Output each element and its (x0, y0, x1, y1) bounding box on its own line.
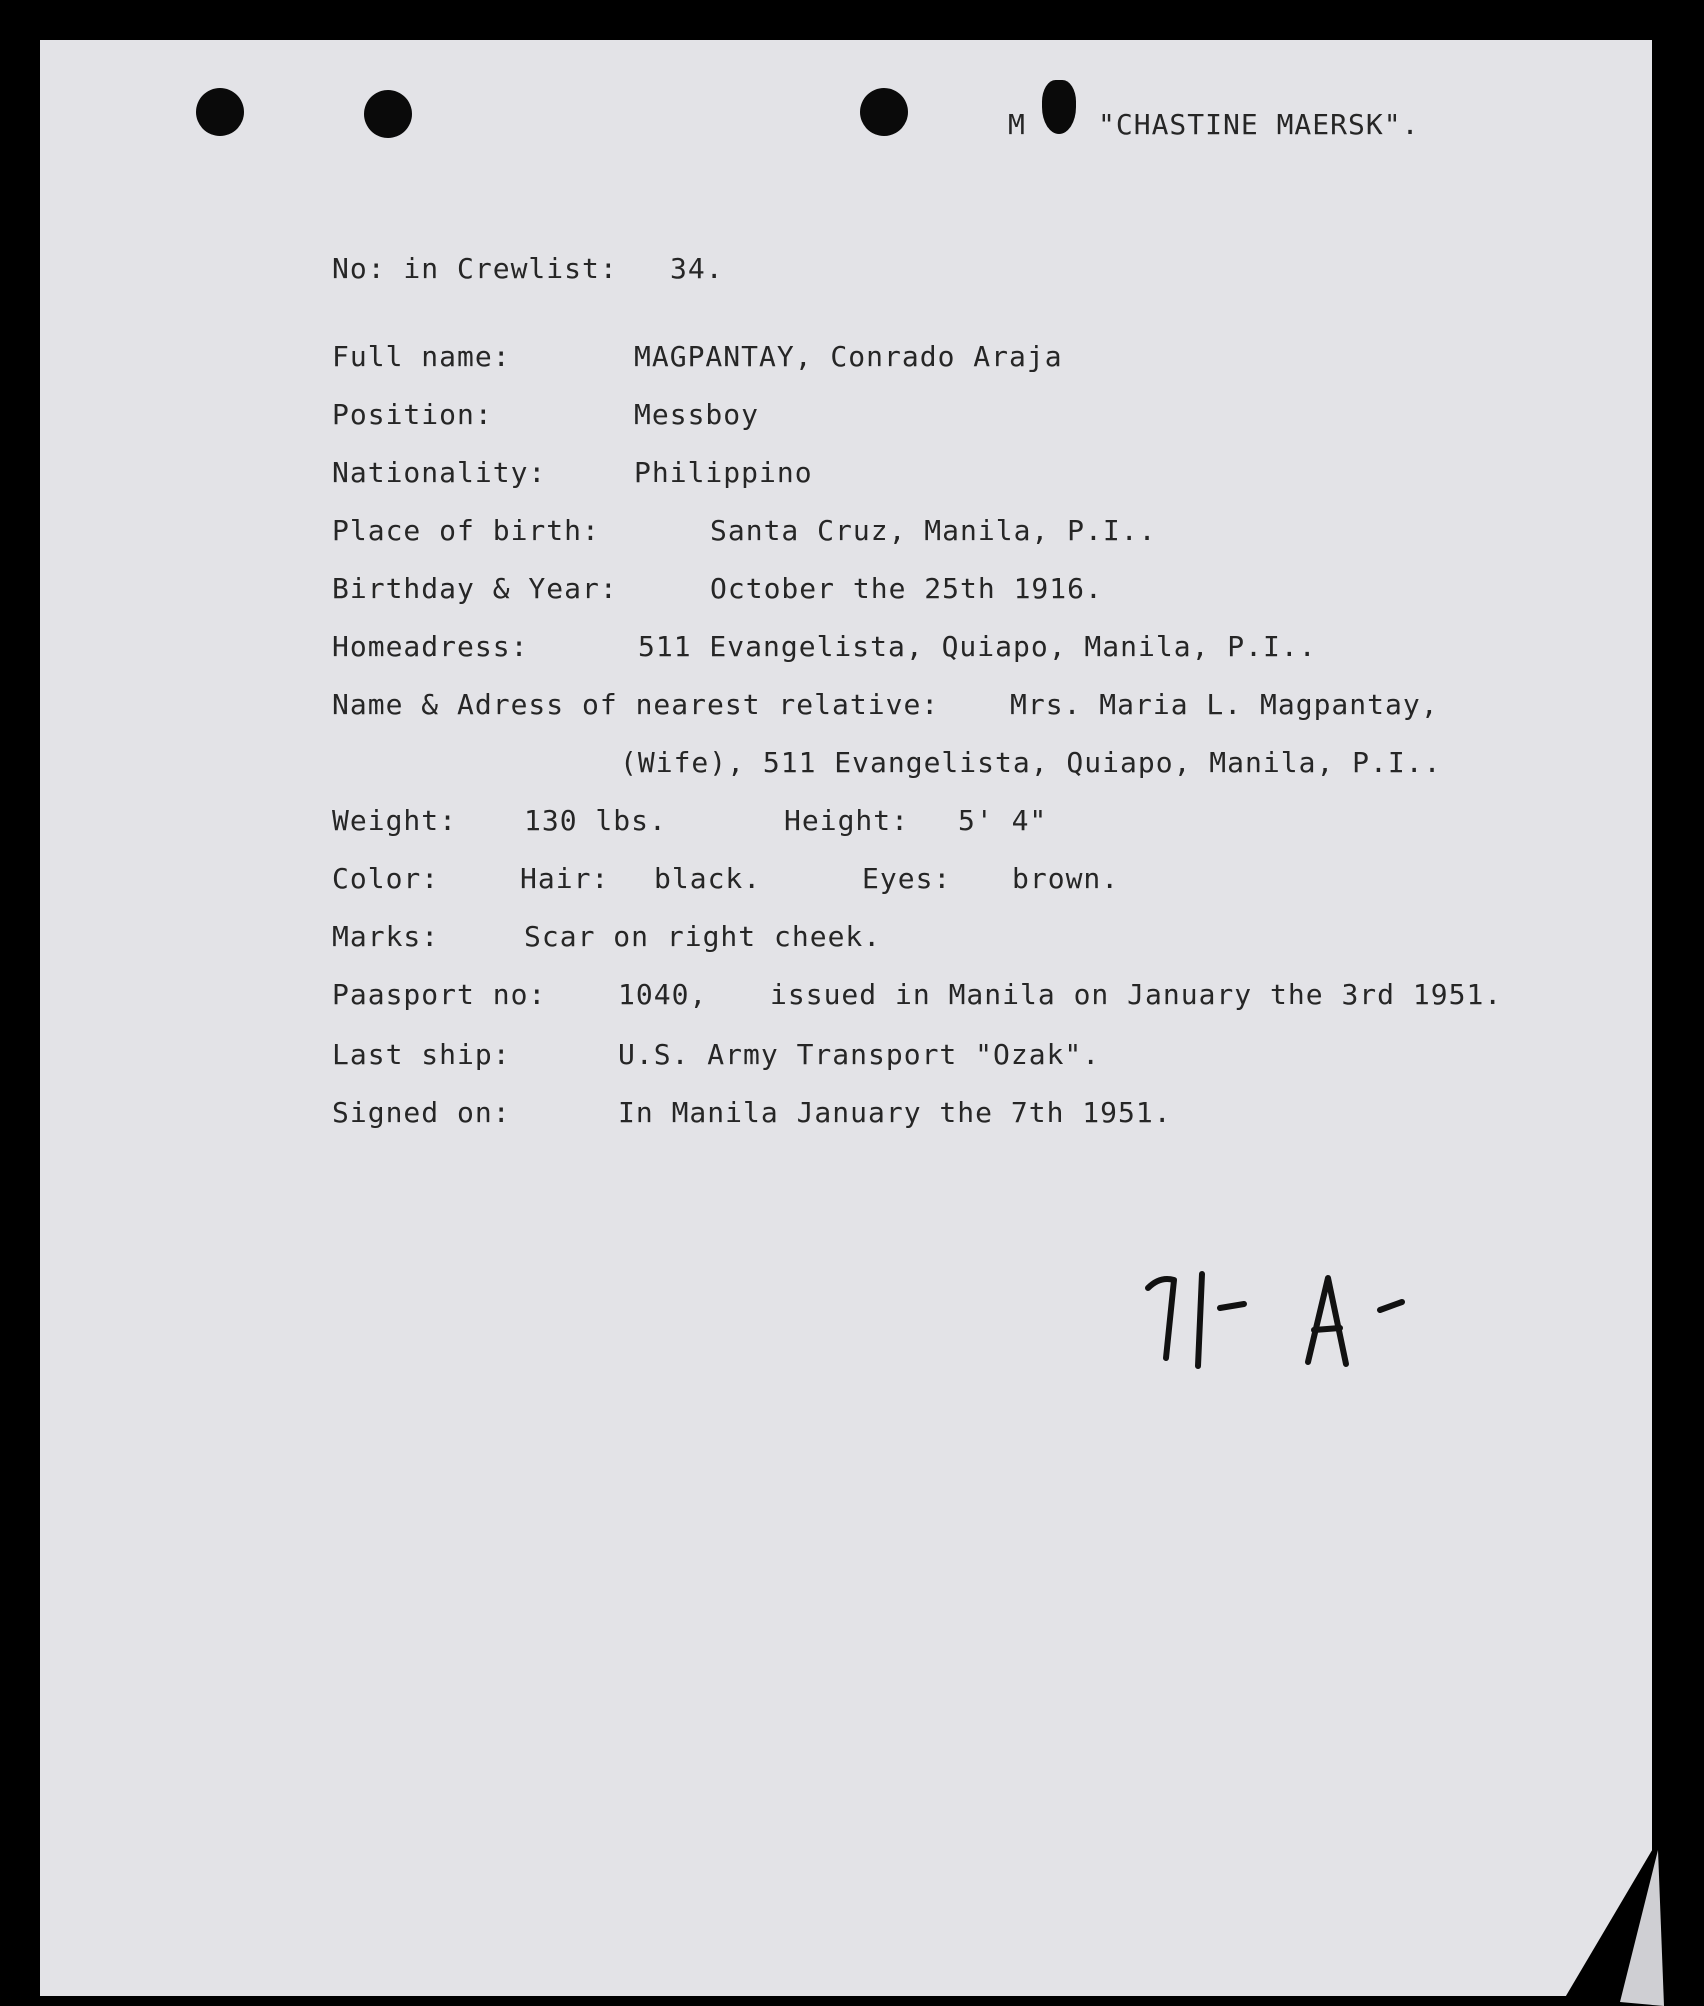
homeadress-label: Homeadress: (332, 630, 529, 663)
crewlist-label: No: in Crewlist: (332, 252, 618, 285)
eyes-value: brown. (1012, 862, 1120, 895)
color-label: Color: (332, 862, 440, 895)
eyes-label: Eyes: (862, 862, 952, 895)
passport-issued: issued in Manila on January the 3rd 1951. (770, 978, 1503, 1011)
position-label: Position: (332, 398, 493, 431)
folded-corner (1560, 1830, 1664, 2006)
marks-value: Scar on right cheek. (524, 920, 882, 953)
height-value: 5' 4" (958, 804, 1048, 837)
relative-label: Name & Adress of nearest relative: (332, 688, 940, 721)
homeadress-value: 511 Evangelista, Quiapo, Manila, P.I.. (638, 630, 1317, 663)
signed-on-label: Signed on: (332, 1096, 511, 1129)
document-page (40, 40, 1652, 1996)
ship-name: "CHASTINE MAERSK". (1098, 108, 1420, 141)
punch-hole (1042, 80, 1076, 134)
weight-label: Weight: (332, 804, 458, 837)
signed-on-value: In Manila January the 7th 1951. (618, 1096, 1172, 1129)
handwritten-annotation (1140, 1258, 1440, 1378)
punch-hole (196, 88, 244, 136)
passport-label: Paasport no: (332, 978, 547, 1011)
height-label: Height: (784, 804, 910, 837)
passport-number: 1040, (618, 978, 708, 1011)
full-name-label: Full name: (332, 340, 511, 373)
punch-hole (860, 88, 908, 136)
last-ship-value: U.S. Army Transport "Ozak". (618, 1038, 1101, 1071)
place-of-birth-value: Santa Cruz, Manila, P.I.. (710, 514, 1157, 547)
punch-hole (364, 90, 412, 138)
last-ship-label: Last ship: (332, 1038, 511, 1071)
weight-value: 130 lbs. (524, 804, 667, 837)
ship-prefix: M (1008, 108, 1026, 141)
hair-label: Hair: (520, 862, 610, 895)
full-name-value: MAGPANTAY, Conrado Araja (634, 340, 1063, 373)
marks-label: Marks: (332, 920, 440, 953)
place-of-birth-label: Place of birth: (332, 514, 600, 547)
birthday-label: Birthday & Year: (332, 572, 618, 605)
crewlist-value: 34. (670, 252, 724, 285)
nationality-label: Nationality: (332, 456, 547, 489)
relative-value-line2: (Wife), 511 Evangelista, Quiapo, Manila, P.I.. (620, 746, 1442, 779)
nationality-value: Philippino (634, 456, 813, 489)
relative-value: Mrs. Maria L. Magpantay, (1010, 688, 1439, 721)
hair-value: black. (654, 862, 762, 895)
birthday-value: October the 25th 1916. (710, 572, 1103, 605)
position-value: Messboy (634, 398, 760, 431)
